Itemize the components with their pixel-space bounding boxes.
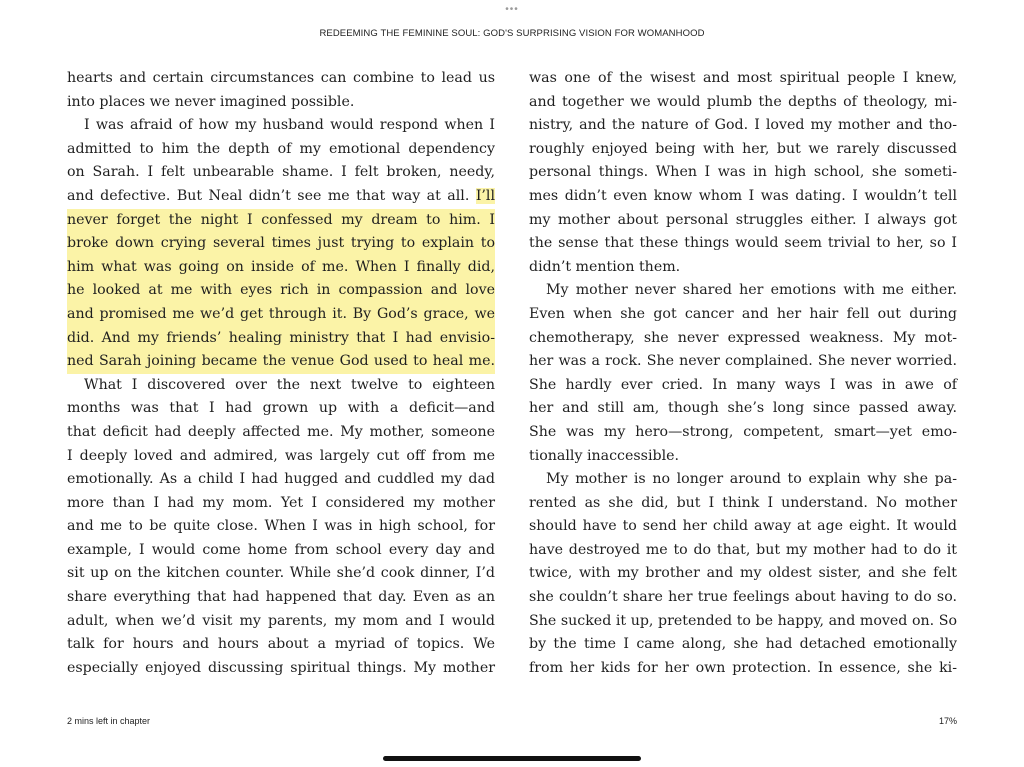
text-line: chemotherapy, she never expressed weakness. My mot- (529, 329, 957, 346)
text-line: personal things. When I was in high school, she someti- (529, 164, 957, 181)
text-line: example, I would come home from school every day and (67, 541, 495, 558)
text-line: My mother never shared her emotions with me either. (546, 282, 957, 299)
highlighted-text-line[interactable]: never forget the night I confessed my dream to him. I (67, 209, 495, 233)
text-line: from her kids for her own protection. In essence, she ki- (529, 659, 957, 676)
text-line: she couldn’t share her true feelings about having to do so. (529, 589, 957, 606)
text-line: the sense that these things would seem trivial to her, so I (529, 235, 957, 252)
text-line: hearts and certain circumstances can combine to lead us (67, 70, 495, 86)
text-segment: and defective. But Neal didn’t see me that way at all. (67, 187, 470, 204)
text-line: She sucked it up, pretended to be happy, and moved on. So (529, 612, 957, 629)
right-text-column (529, 67, 957, 680)
text-line: have destroyed me to do that, but my mother had to do it (529, 541, 957, 558)
text-line: that deficit had deeply affected me. My mother, someone (67, 423, 495, 440)
text-line: by the time I came along, she had detached emotionally (529, 636, 957, 653)
text-line: twice, with my brother and my oldest sister, and she felt (529, 565, 957, 582)
text-line: adult, when we’d visit my parents, my mom and I would (67, 612, 495, 629)
text-line: especially enjoyed discussing spiritual things. My mother (67, 659, 495, 676)
text-line: She hardly ever cried. In many ways I was in awe of (529, 376, 957, 393)
text-line: emotionally. As a child I had hugged and cuddled my dad (67, 471, 495, 488)
text-line: sit up on the kitchen counter. While she’d cook dinner, I’d (67, 565, 495, 582)
text-line: nistry, and the nature of God. I loved my mother and tho- (529, 117, 957, 134)
text-line: my mother about personal struggles either. I always got (529, 211, 957, 228)
text-line: I was afraid of how my husband would respond when I (84, 117, 495, 134)
text-line: didn’t mention them. (529, 258, 681, 275)
home-indicator-bar[interactable] (383, 756, 641, 761)
highlighted-text-line[interactable]: ned Sarah joining became the venue God used to heal me. (67, 350, 495, 374)
highlighted-text[interactable]: I’ll (475, 187, 496, 204)
text-line: What I discovered over the next twelve to eighteen (84, 376, 495, 393)
text-line: on Sarah. I felt unbearable shame. I felt broken, needy, (67, 164, 495, 181)
text-line: tionally inaccessible. (529, 447, 680, 464)
text-line: Even when she got cancer and her hair fell out during (529, 305, 957, 322)
reading-progress-percent: 17% (938, 716, 957, 726)
left-text-column (67, 67, 495, 680)
text-line: mes didn’t even know whom I was dating. I wouldn’t tell (529, 187, 957, 204)
text-line: more than I had my mom. Yet I considered my mother (67, 494, 495, 511)
text-line: admitted to him the depth of my emotional dependency (67, 140, 495, 157)
text-line: and me to be quite close. When I was in high school, for (67, 518, 495, 535)
text-line: and together we would plumb the depths of theology, mi- (529, 93, 957, 110)
text-line: She was my hero—strong, competent, smart—yet emo- (529, 423, 957, 440)
text-line: into places we never imagined possible. (67, 93, 355, 110)
text-line: I deeply loved and admired, was largely cut off from me (67, 447, 495, 464)
chapter-time-remaining: 2 mins left in chapter (67, 716, 151, 726)
text-line: rented as she did, but I think I understand. No mother (529, 494, 957, 511)
text-line: roughly enjoyed being with her, but we rarely discussed (529, 140, 957, 157)
text-line: months was that I had grown up with a deficit—and (67, 400, 495, 417)
text-line: should have to send her child away at age eight. It would (529, 518, 957, 535)
book-title: REDEEMING THE FEMININE SOUL: GOD'S SURPRISING VISION FOR WOMANHOOD (319, 28, 705, 39)
text-line (67, 185, 495, 209)
highlighted-text-line[interactable]: he looked at me with eyes rich in compassion and love (67, 279, 495, 303)
text-line: her was a rock. She never complained. She never worried. (529, 353, 957, 370)
text-line: share everything that had happened that day. Even as an (67, 589, 495, 606)
text-line: her and still am, though she’s long since passed away. (529, 400, 957, 417)
text-line: My mother is no longer around to explain why she pa- (546, 471, 957, 488)
highlighted-text-line[interactable]: did. And my friends’ healing ministry that I had envisio- (67, 327, 495, 351)
reader-menu-dots[interactable]: ••• (505, 4, 519, 15)
text-line: talk for hours and hours about a myriad of topics. We (67, 636, 495, 653)
highlighted-text-line[interactable]: and promised me we’d get through it. By God’s grace, we (67, 303, 495, 327)
highlighted-text-line[interactable]: him what was going on inside of me. When I finally did, (67, 256, 495, 280)
highlighted-text-line[interactable]: broke down crying several times just trying to explain to (67, 232, 495, 256)
text-line: was one of the wisest and most spiritual people I knew, (529, 70, 957, 86)
